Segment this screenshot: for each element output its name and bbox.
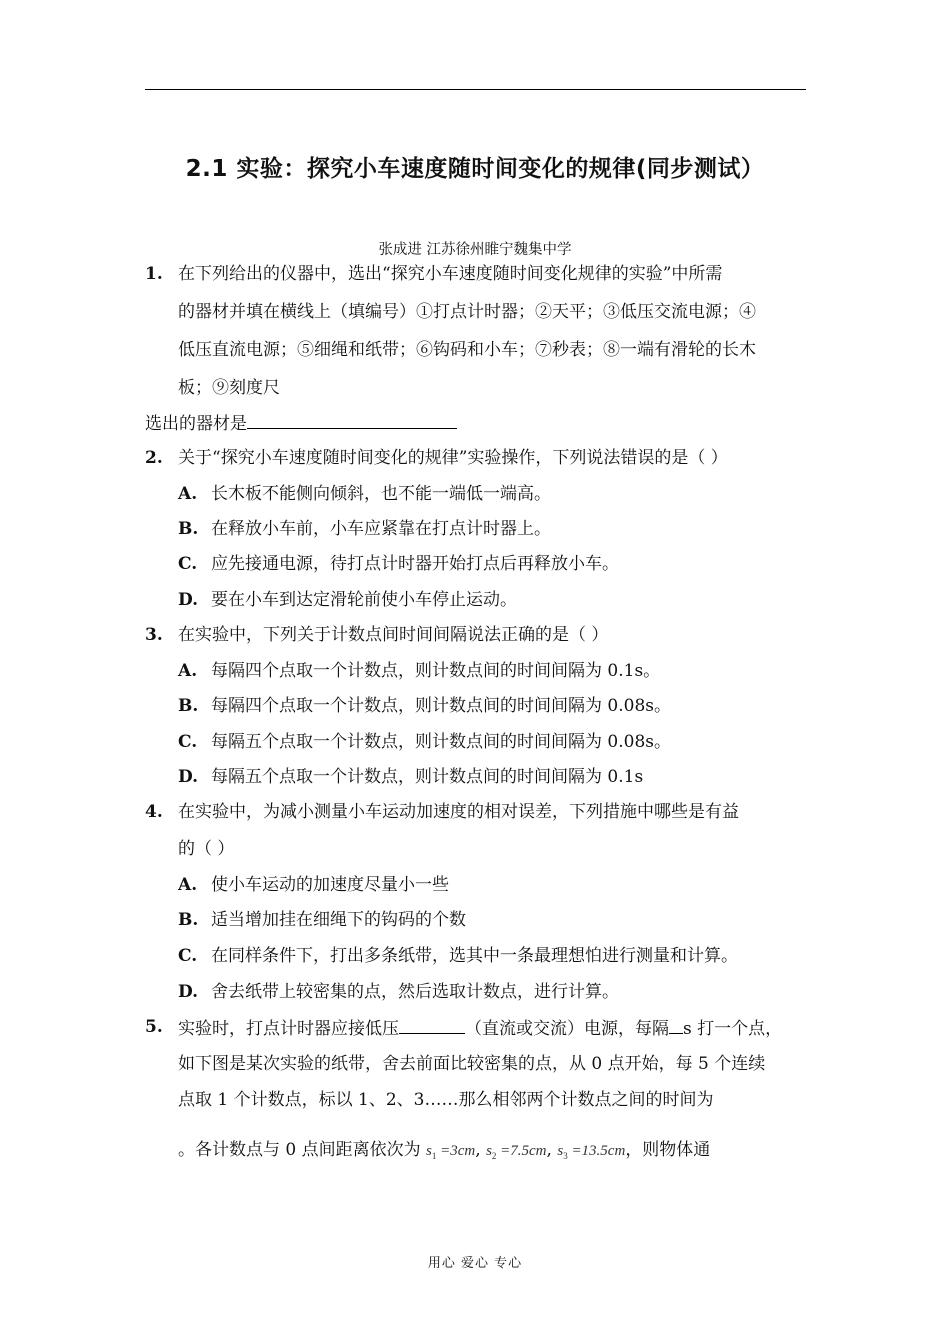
q4-stem-line-2: 的（ ） [178,839,235,859]
q1-answer-label: 选出的器材是 [145,414,247,434]
q5-line-2: 如下图是某次实验的纸带，舍去前面比较密集的点，从 0 点开始，每 5 个连续 [178,1054,766,1074]
q3-option-a-text: 每隔四个点取一个计数点，则计数点间的时间间隔为 0.1s。 [211,661,661,681]
q3-stem: 在实验中，下列关于计数点间时间间隔说法正确的是（ ） [178,625,609,645]
q1-line-2: 的器材并填在横线上（填编号）①打点计时器；②天平；③低压交流电源；④ [178,302,756,322]
q1-line-3: 低压直流电源；⑤细绳和纸带；⑥钩码和小车；⑦秒表；⑧一端有滑轮的长木 [178,340,756,360]
q3-option-c-label: C. [178,732,198,752]
q4-number: 4. [145,802,163,822]
q5-line-3: 点取 1 个计数点，标以 1、2、3……那么相邻两个计数点之间的时间为 [178,1090,714,1110]
q4-option-c-text: 在同样条件下，打出多条纸带，选其中一条最理想怕进行测量和计算。 [211,946,738,966]
q1-answer-line [145,410,457,436]
q2-stem: 关于“探究小车速度随时间变化的规律”实验操作，下列说法错误的是（ ） [178,448,728,468]
q1-answer-blank[interactable] [247,410,457,429]
q5-line-4-part-b: ，则物体通 [625,1140,711,1160]
q4-option-a-label: A. [178,875,198,895]
q1-line-4: 板；⑨刻度尺 [178,378,280,398]
q4-option-d-text: 舍去纸带上较密集的点，然后选取计数点，进行计算。 [211,982,619,1002]
q3-number: 3. [145,625,163,645]
q2-option-c-text: 应先接通电源，待打点计时器开始打点后再释放小车。 [211,554,619,574]
q3-option-a-label: A. [178,661,198,681]
q4-option-a-text: 使小车运动的加速度尽量小一些 [211,875,449,895]
q2-option-a-label: A. [178,484,198,504]
q2-option-d-label: D. [178,590,199,610]
q4-stem-line-1: 在实验中，为减小测量小车运动加速度的相对误差，下列措施中哪些是有益 [178,802,739,822]
q3-option-b-label: B. [178,696,199,716]
q5-number: 5. [145,1017,163,1037]
formula-s3: $s_3 =13.5cm$ [557,1143,626,1161]
q5-interval-blank[interactable] [669,1015,683,1034]
q5-power-blank[interactable] [399,1015,465,1034]
q1-line-1: 在下列给出的仪器中，选出“探究小车速度随时间变化规律的实验”中所需 [178,264,723,284]
q5-line-1-part-b: （直流或交流）电源，每隔 [465,1019,669,1039]
header-rule [145,89,806,90]
q2-option-a-text: 长木板不能侧向倾斜，也不能一端低一端高。 [211,484,551,504]
author-line: 张成进 江苏徐州睢宁魏集中学 [378,242,572,258]
q4-option-b-text: 适当增加挂在细绳下的钩码的个数 [211,910,466,930]
q5-line-1-part-c: s 打一个点， [683,1019,783,1039]
q3-option-c-text: 每隔五个点取一个计数点，则计数点间的时间间隔为 0.08s。 [211,732,671,752]
formula-s1: $s_1 =3cm$ [426,1143,476,1161]
q1-number: 1. [145,264,163,284]
q2-option-b-text: 在释放小车前，小车应紧靠在打点计时器上。 [211,519,551,539]
q3-option-b-text: 每隔四个点取一个计数点，则计数点间的时间间隔为 0.08s。 [211,696,671,716]
q4-option-c-label: C. [178,946,198,966]
q3-option-d-label: D. [178,767,199,787]
formula-s2: $s_2 =7.5cm$ [486,1143,547,1161]
q3-option-d-text: 每隔五个点取一个计数点，则计数点间的时间间隔为 0.1s [211,767,644,787]
q5-line-4-part-a: 。各计数点与 0 点间距离依次为 [178,1140,421,1160]
q4-option-d-label: D. [178,982,199,1002]
page-title: 2.1 实验：探究小车速度随时间变化的规律(同步测试） [185,156,765,182]
q5-line-4: 。各计数点与 0 点间距离依次为 $s_1 =3cm$, $s_2 =7.5cm$, $s_3 =13.5cm$，则物体通 [178,1140,711,1161]
q2-number: 2. [145,448,163,468]
q2-option-c-label: C. [178,554,198,574]
q5-line-1-part-a: 实验时，打点计时器应接低压 [178,1019,399,1039]
page-footer: 用心 爱心 专心 [427,1256,523,1271]
q2-option-d-text: 要在小车到达定滑轮前使小车停止运动。 [211,590,517,610]
q5-line-1 [178,1015,782,1041]
q4-option-b-label: B. [178,910,199,930]
q2-option-b-label: B. [178,519,199,539]
